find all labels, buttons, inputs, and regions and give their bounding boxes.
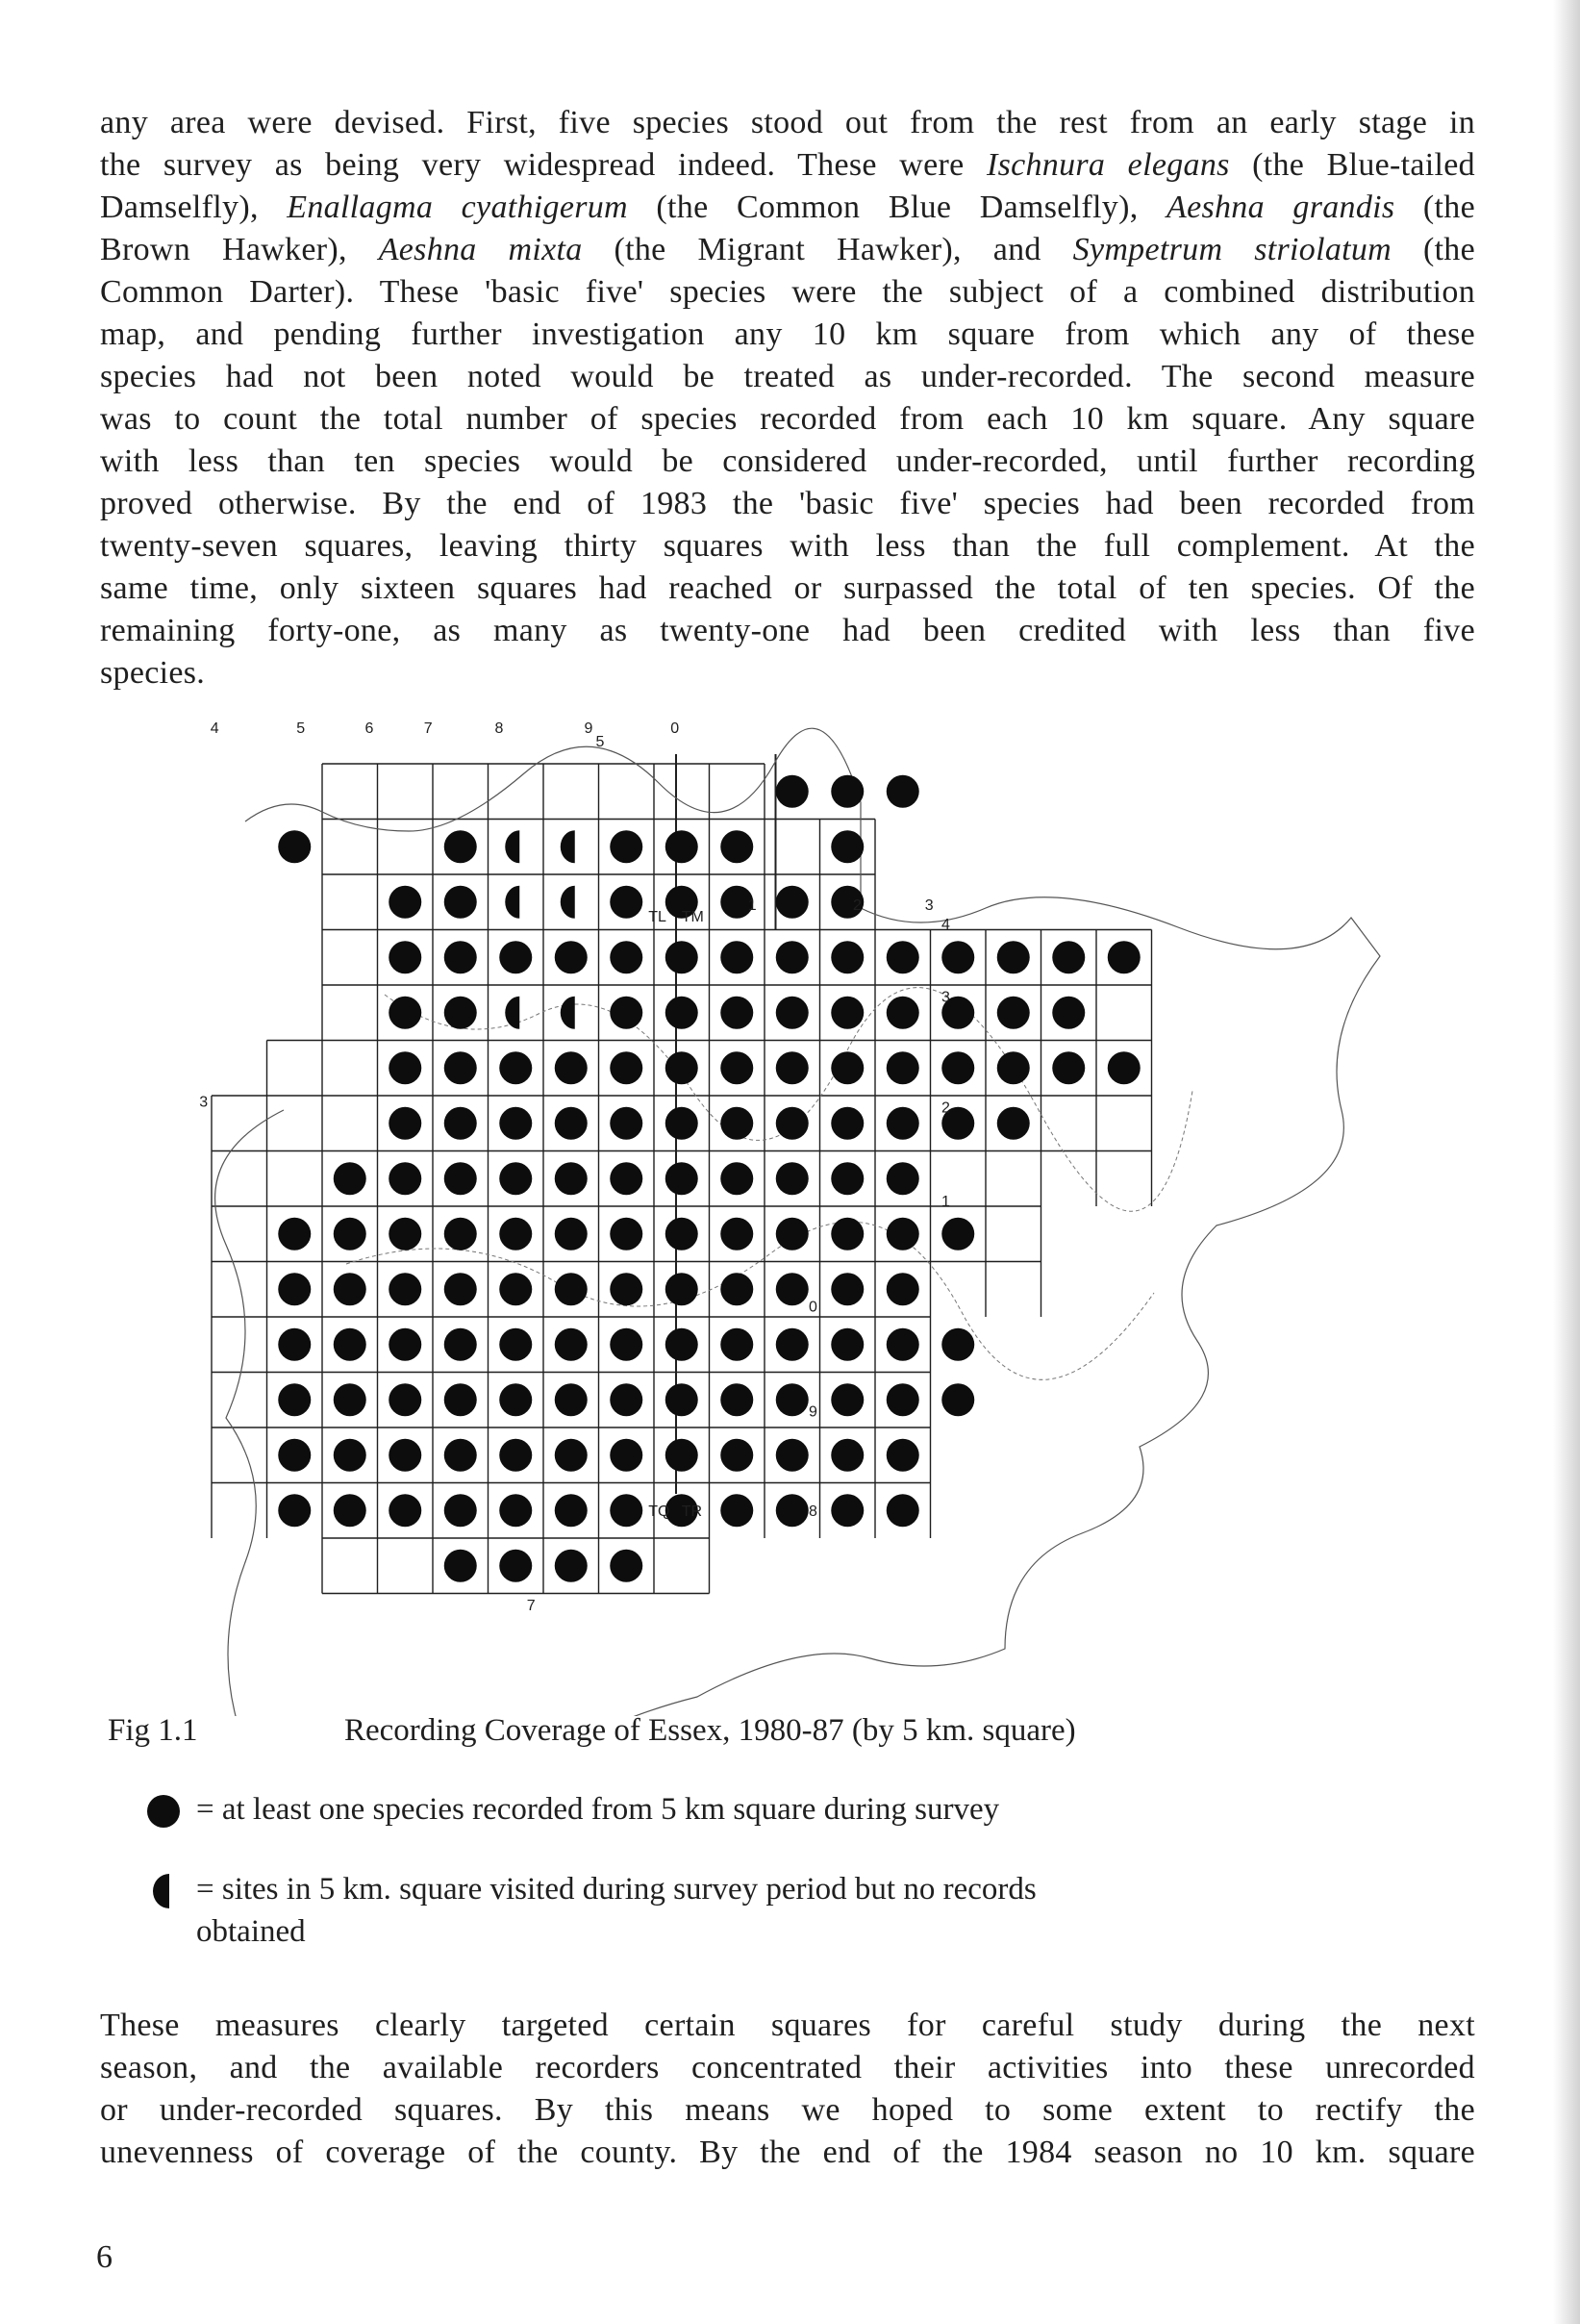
map-dot-recorded	[831, 997, 864, 1029]
text-segment: species had not been noted would be treated as under-recorded. The second measure	[100, 359, 1475, 394]
right-grid-label: 2	[941, 1099, 950, 1117]
map-dot-recorded	[831, 1273, 864, 1305]
map-dot-recorded	[334, 1162, 366, 1195]
map-dot-recorded	[610, 1550, 642, 1582]
map-dot-recorded	[278, 830, 311, 863]
map-dot-recorded	[997, 1107, 1030, 1140]
text-line	[100, 483, 1475, 525]
text-segment: or under-recorded squares. By this means we hoped to some extent to rectify the	[100, 2092, 1475, 2128]
map-dot-recorded	[389, 1328, 421, 1361]
map-dot-recorded	[444, 1218, 477, 1250]
text-segment: (the	[1394, 189, 1475, 225]
map-dot-recorded	[776, 1494, 809, 1527]
map-dot-recorded	[1108, 941, 1141, 973]
map-dot-recorded	[720, 1273, 753, 1305]
grid-square-label: TR	[681, 1503, 703, 1520]
map-dot-recorded	[941, 1051, 974, 1084]
map-dot-recorded	[444, 1162, 477, 1195]
map-dot-recorded	[389, 1107, 421, 1140]
top-grid-label: 5	[296, 720, 306, 737]
species-name: Sympetrum striolatum	[1072, 232, 1392, 267]
map-dot-recorded	[887, 1107, 919, 1140]
right-top-grid-label: 3	[924, 897, 934, 914]
text-segment: Common Darter). These 'basic five' species were the subject of a combined distribution	[100, 274, 1475, 310]
map-dot-recorded	[831, 941, 864, 973]
map-dot-recorded	[555, 1107, 588, 1140]
map-dot-recorded	[555, 1162, 588, 1195]
map-dot-recorded	[776, 886, 809, 919]
map-dot-recorded	[444, 1328, 477, 1361]
map-dot-recorded	[278, 1494, 311, 1527]
text-line	[100, 314, 1475, 356]
map-dot-recorded	[665, 1383, 698, 1416]
map-dot-recorded	[941, 1383, 974, 1416]
map-dot-recorded	[831, 775, 864, 808]
map-dot-recorded	[334, 1494, 366, 1527]
text-line	[100, 2005, 1475, 2047]
map-dot-recorded	[555, 1328, 588, 1361]
map-dot-recorded	[776, 1328, 809, 1361]
map-dot-recorded	[610, 997, 642, 1029]
map-dot-recorded	[444, 830, 477, 863]
map-dot-recorded	[997, 941, 1030, 973]
map-dot-recorded	[444, 1383, 477, 1416]
map-dot-recorded	[665, 997, 698, 1029]
text-segment: twenty-seven squares, leaving thirty squares with less than the full complement. At the	[100, 528, 1475, 564]
map-dot-recorded	[887, 1218, 919, 1250]
map-dot-recorded	[720, 997, 753, 1029]
text-line	[100, 441, 1475, 483]
map-dot-recorded	[831, 1328, 864, 1361]
text-line	[100, 652, 1475, 695]
map-dot-recorded	[555, 1494, 588, 1527]
map-dot-recorded	[776, 1439, 809, 1472]
text-segment: any area were devised. First, five species stood out from the rest from an early stage in	[100, 105, 1475, 140]
top-grid-label: 0	[670, 720, 680, 737]
map-dot-recorded	[887, 1383, 919, 1416]
map-dot-recorded	[831, 830, 864, 863]
figure-label: Fig 1.1	[108, 1713, 198, 1748]
left-grid-label: 3	[199, 1094, 209, 1111]
map-dot-recorded	[776, 1162, 809, 1195]
map-dot-recorded	[610, 1328, 642, 1361]
page-number: 6	[96, 2239, 113, 2275]
map-dot-recorded	[278, 1273, 311, 1305]
text-line	[100, 2132, 1475, 2174]
map-dot-recorded	[831, 1107, 864, 1140]
text-line	[100, 271, 1475, 314]
map-dot-recorded	[444, 1550, 477, 1582]
map-dot-recorded	[776, 1051, 809, 1084]
map-dot-recorded	[610, 1218, 642, 1250]
map-dot-recorded	[389, 1439, 421, 1472]
map-dot-recorded	[444, 941, 477, 973]
map-dot-visited	[505, 886, 519, 919]
figure-title: Recording Coverage of Essex, 1980-87 (by 5 km. square)	[344, 1713, 1076, 1748]
map-dot-recorded	[776, 775, 809, 808]
map-dot-recorded	[499, 1550, 532, 1582]
grid-square-label: TQ	[648, 1503, 670, 1520]
map-dot-recorded	[720, 1107, 753, 1140]
map-dot-recorded	[334, 1218, 366, 1250]
map-dot-recorded	[499, 1051, 532, 1084]
text-segment: the survey as being very widespread indeed. These were	[100, 147, 987, 183]
map-dot-recorded	[278, 1328, 311, 1361]
right-top-grid-label: 1	[747, 897, 757, 914]
map-dot-recorded	[610, 1383, 642, 1416]
map-dot-recorded	[334, 1273, 366, 1305]
map-dot-recorded	[665, 1051, 698, 1084]
map-dot-recorded	[665, 1107, 698, 1140]
map-dot-recorded	[555, 1550, 588, 1582]
map-dot-recorded	[444, 997, 477, 1029]
map-dot-recorded	[887, 1494, 919, 1527]
map-dot-recorded	[997, 997, 1030, 1029]
map-dot-recorded	[610, 941, 642, 973]
map-dot-recorded	[555, 1273, 588, 1305]
right-grid-label: 0	[809, 1299, 817, 1316]
text-segment: (the Migrant Hawker), and	[582, 232, 1073, 267]
map-dot-recorded	[610, 830, 642, 863]
top-grid-label: 5	[595, 734, 605, 750]
body-paragraph-2	[100, 2005, 1475, 2174]
map-dot-recorded	[555, 1218, 588, 1250]
map-dot-recorded	[334, 1328, 366, 1361]
text-line	[100, 2089, 1475, 2132]
full-dot-icon	[144, 1788, 183, 1831]
map-dot-recorded	[499, 1273, 532, 1305]
map-dot-recorded	[665, 830, 698, 863]
map-dot-recorded	[665, 1273, 698, 1305]
text-line	[100, 187, 1475, 229]
map-dot-recorded	[665, 1439, 698, 1472]
map-dot-recorded	[444, 1273, 477, 1305]
legend-visited-text	[196, 1868, 1446, 1953]
top-grid-label: 4	[210, 720, 219, 737]
map-dot-recorded	[444, 1107, 477, 1140]
map-dot-recorded	[1052, 1051, 1085, 1084]
right-grid-label: 8	[809, 1503, 817, 1520]
map-dot-recorded	[555, 1383, 588, 1416]
text-segment: map, and pending further investigation any 10 km square from which any of these	[100, 316, 1475, 352]
map-dot-recorded	[444, 1494, 477, 1527]
map-dot-recorded	[499, 941, 532, 973]
species-name: Enallagma cyathigerum	[287, 189, 628, 225]
legend-recorded-text: = at least one species recorded from 5 km square during survey	[196, 1792, 1000, 1827]
map-dot-recorded	[1052, 997, 1085, 1029]
map-dot-recorded	[499, 1107, 532, 1140]
text-segment: remaining forty-one, as many as twenty-one had been credited with less than five	[100, 613, 1475, 648]
text-line	[100, 610, 1475, 652]
map-dot-recorded	[831, 1494, 864, 1527]
map-dot-recorded	[776, 1107, 809, 1140]
map-dot-recorded	[610, 1273, 642, 1305]
legend-visited-line-1: = sites in 5 km. square visited during survey period but no records	[196, 1872, 1037, 1907]
map-dot-recorded	[831, 1051, 864, 1084]
map-dot-recorded	[720, 941, 753, 973]
map-dot-recorded	[555, 1051, 588, 1084]
map-dot-recorded	[334, 1439, 366, 1472]
text-segment: (the Blue-tailed	[1229, 147, 1475, 183]
map-dot-visited	[561, 886, 575, 919]
map-dot-visited	[505, 997, 519, 1029]
right-grid-label: 3	[941, 989, 950, 1006]
legend-visited-line-2: obtained	[196, 1914, 306, 1949]
map-dot-recorded	[389, 886, 421, 919]
text-segment: species.	[100, 655, 206, 691]
body-paragraph-1	[100, 102, 1475, 695]
top-grid-label: 7	[423, 720, 433, 737]
text-line	[100, 2047, 1475, 2089]
map-dot-recorded	[720, 1051, 753, 1084]
map-dot-visited	[561, 830, 575, 863]
top-grid-label: 6	[364, 720, 374, 737]
map-dot-recorded	[831, 1439, 864, 1472]
map-dot-recorded	[444, 1051, 477, 1084]
map-dot-visited	[561, 997, 575, 1029]
map-dot-recorded	[278, 1218, 311, 1250]
grid-square-label: TM	[681, 908, 704, 925]
map-dot-recorded	[887, 941, 919, 973]
map-dot-recorded	[610, 1162, 642, 1195]
map-dot-recorded	[389, 1383, 421, 1416]
top-grid-label: 9	[584, 720, 593, 737]
text-line	[100, 144, 1475, 187]
map-dot-recorded	[555, 941, 588, 973]
recording-coverage-map	[192, 706, 1404, 1716]
map-dot-recorded	[278, 1439, 311, 1472]
text-line	[100, 568, 1475, 610]
map-dot-recorded	[665, 941, 698, 973]
map-dot-recorded	[610, 1051, 642, 1084]
map-dot-recorded	[610, 886, 642, 919]
half-dot-icon	[144, 1868, 183, 1910]
map-dot-recorded	[720, 1218, 753, 1250]
text-line	[100, 102, 1475, 144]
map-dot-recorded	[887, 1273, 919, 1305]
map-dot-recorded	[389, 1162, 421, 1195]
text-line	[100, 356, 1475, 398]
map-dot-recorded	[720, 1328, 753, 1361]
map-dot-recorded	[499, 1328, 532, 1361]
map-dot-recorded	[389, 1218, 421, 1250]
map-dot-recorded	[997, 1051, 1030, 1084]
map-dot-recorded	[499, 1218, 532, 1250]
map-dot-recorded	[831, 1162, 864, 1195]
map-dot-recorded	[610, 1494, 642, 1527]
right-grid-label: 9	[809, 1403, 817, 1421]
map-dot-recorded	[941, 1328, 974, 1361]
map-dot-recorded	[499, 1494, 532, 1527]
map-dot-recorded	[941, 1218, 974, 1250]
map-dot-recorded	[389, 941, 421, 973]
map-dot-recorded	[720, 1162, 753, 1195]
text-segment: unevenness of coverage of the county. By the end of the 1984 season no 10 km. square	[100, 2135, 1475, 2170]
species-name: Ischnura elegans	[986, 147, 1230, 183]
map-dot-recorded	[776, 941, 809, 973]
map-dot-recorded	[887, 775, 919, 808]
map-dot-recorded	[776, 1383, 809, 1416]
text-line	[100, 398, 1475, 441]
map-dot-recorded	[941, 941, 974, 973]
text-line	[100, 525, 1475, 568]
text-segment: season, and the available recorders concentrated their activities into these unrecorded	[100, 2050, 1475, 2085]
map-dot-recorded	[499, 1383, 532, 1416]
species-name: Aeshna grandis	[1166, 189, 1395, 225]
map-dot-recorded	[389, 997, 421, 1029]
map-dot-recorded	[887, 1162, 919, 1195]
map-dot-recorded	[665, 1218, 698, 1250]
text-segment: (the	[1392, 232, 1475, 267]
map-dot-recorded	[499, 1162, 532, 1195]
map-dot-recorded	[499, 1439, 532, 1472]
grid-square-label: TL	[648, 908, 666, 925]
map-dot-recorded	[776, 1218, 809, 1250]
map-dot-recorded	[278, 1383, 311, 1416]
map-dot-visited	[505, 830, 519, 863]
map-dot-recorded	[887, 997, 919, 1029]
map-dot-recorded	[1108, 1051, 1141, 1084]
bottom-grid-label: 7	[526, 1597, 536, 1614]
map-dot-recorded	[720, 830, 753, 863]
right-top-grid-label: 2	[853, 897, 862, 914]
map-dot-recorded	[720, 1439, 753, 1472]
map-dot-recorded	[334, 1383, 366, 1416]
map-dot-recorded	[720, 1383, 753, 1416]
map-dot-recorded	[444, 886, 477, 919]
text-segment: (the Common Blue Damselfly),	[627, 189, 1167, 225]
text-segment: Damselfly),	[100, 189, 288, 225]
text-segment: Brown Hawker),	[100, 232, 379, 267]
top-grid-label: 8	[494, 720, 504, 737]
map-dot-recorded	[831, 1218, 864, 1250]
right-grid-label: 1	[941, 1194, 950, 1210]
text-segment: proved otherwise. By the end of 1983 the 'basic five' species had been recorded from	[100, 486, 1475, 521]
map-dot-recorded	[776, 997, 809, 1029]
text-line	[100, 229, 1475, 271]
map-dot-recorded	[831, 1383, 864, 1416]
map-dot-recorded	[555, 1439, 588, 1472]
map-dot-recorded	[887, 1328, 919, 1361]
map-dot-recorded	[776, 1273, 809, 1305]
map-dot-recorded	[887, 1051, 919, 1084]
map-dot-recorded	[720, 1494, 753, 1527]
map-dot-recorded	[665, 1328, 698, 1361]
map-dot-recorded	[389, 1494, 421, 1527]
text-segment: same time, only sixteen squares had reached or surpassed the total of ten species. Of the	[100, 570, 1475, 606]
map-dot-recorded	[389, 1273, 421, 1305]
map-dot-recorded	[389, 1051, 421, 1084]
map-dot-recorded	[444, 1439, 477, 1472]
map-dot-recorded	[665, 1162, 698, 1195]
text-segment: was to count the total number of species recorded from each 10 km square. Any square	[100, 401, 1475, 437]
species-name: Aeshna mixta	[378, 232, 583, 267]
text-segment: These measures clearly targeted certain squares for careful study during the next	[100, 2008, 1475, 2043]
map-dot-recorded	[1052, 941, 1085, 973]
right-top-grid-label: 4	[941, 916, 950, 933]
map-dot-recorded	[610, 1107, 642, 1140]
text-segment: with less than ten species would be considered under-recorded, until further recording	[100, 443, 1475, 479]
map-dot-recorded	[887, 1439, 919, 1472]
map-dot-recorded	[610, 1439, 642, 1472]
page-edge-shadow	[1553, 0, 1580, 2324]
